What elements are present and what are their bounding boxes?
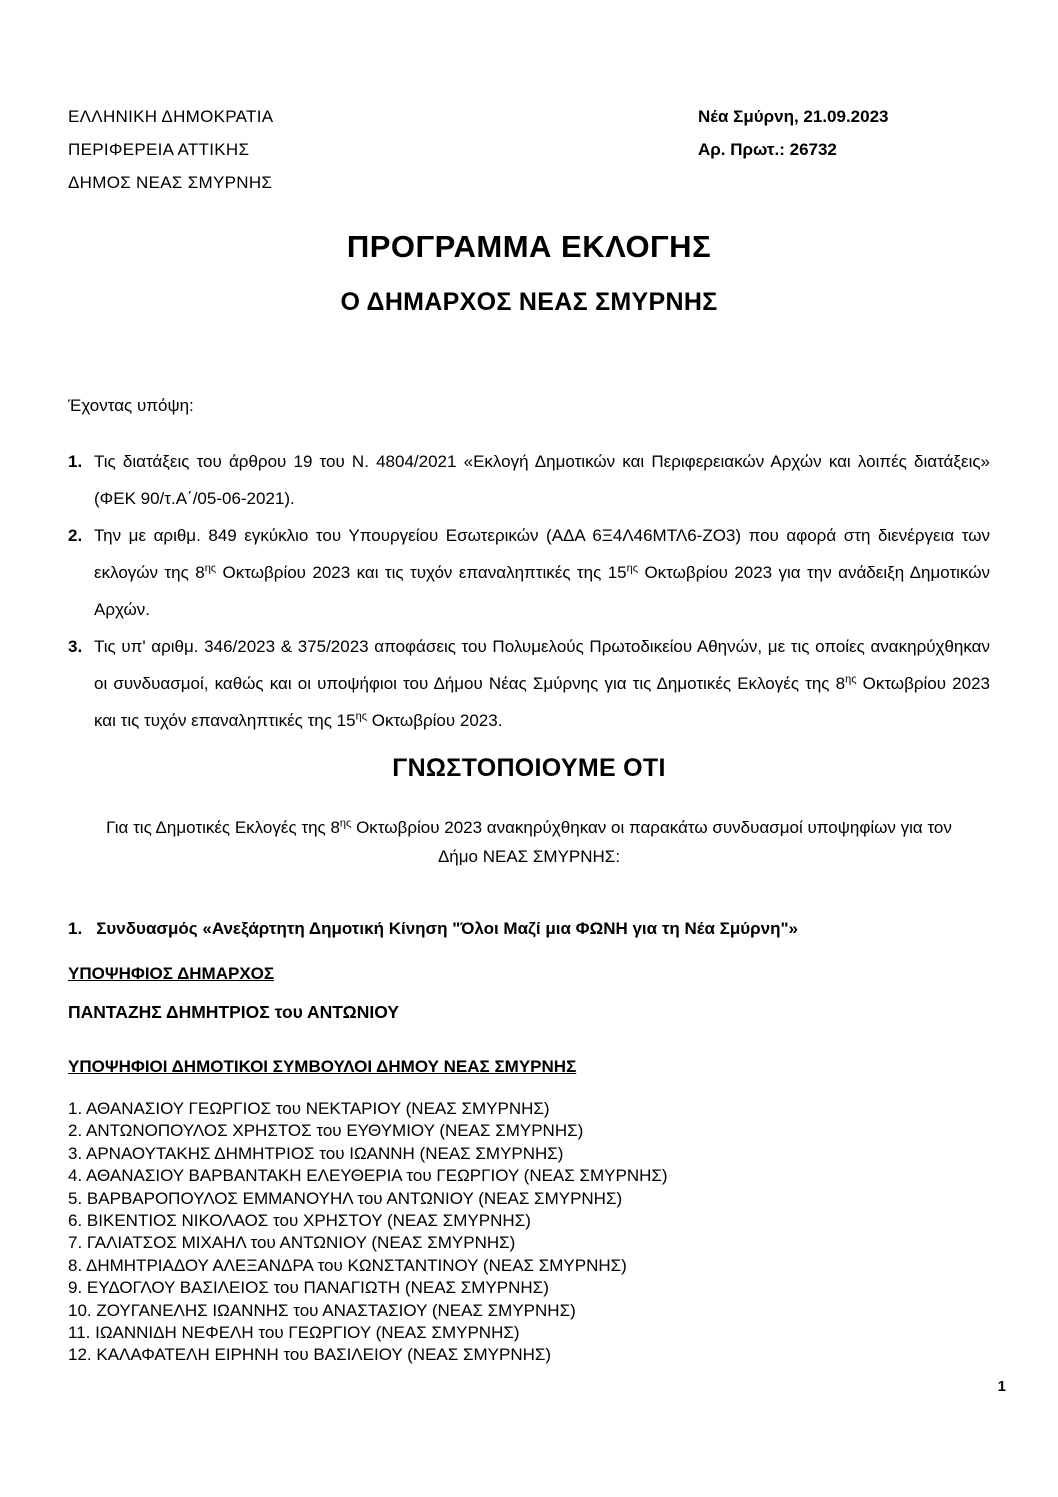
candidate-list-item [68, 1165, 990, 1187]
candidate-number: 12. [68, 1345, 92, 1365]
document-title: ΠΡΟΓΡΑΜΜΑ ΕΚΛΟΓΗΣ [346, 229, 712, 264]
candidate-name: ΔΗΜΗΤΡΙΑΔΟΥ ΑΛΕΞΑΝΔΡΑ του ΚΩΝΣΤΑΝΤΙΝΟΥ (ΝΕΑΣ ΣΜΥΡΝΗΣ) [85, 1255, 627, 1275]
candidate-name: ΒΙΚΕΝΤΙΟΣ ΝΙΚΟΛΑΟΣ του ΧΡΗΣΤΟΥ (ΝΕΑΣ ΣΜΥΡΝΗΣ) [86, 1211, 531, 1231]
candidate-number: 4. [68, 1166, 83, 1186]
candidate-name: ΑΘΑΝΑΣΙΟΥ ΓΕΩΡΓΙΟΣ του ΝΕΚΤΑΡΙΟΥ (ΝΕΑΣ ΣΜΥΡΝΗΣ) [85, 1099, 550, 1118]
candidate-list-item [68, 1232, 990, 1254]
legal-reference-item [68, 517, 990, 628]
candidate-list-item [68, 1098, 990, 1120]
legal-item-number: 2. [68, 526, 83, 545]
issuer-line: ΠΕΡΙΦΕΡΕΙΑ ΑΤΤΙΚΗΣ [68, 140, 250, 159]
candidate-list-item [68, 1210, 990, 1232]
legal-reference-item [68, 628, 990, 739]
candidate-list-item [68, 1143, 990, 1165]
candidate-number: 7. [68, 1233, 83, 1253]
place-date-line: Νέα Σμύρνη, 21.09.2023 [698, 107, 889, 126]
candidate-name: ΖΟΥΓΑΝΕΛΗΣ ΙΩΑΝΝΗΣ του ΑΝΑΣΤΑΣΙΟΥ (ΝΕΑΣ ΣΜΥΡΝΗΣ) [96, 1300, 576, 1320]
issuer-line: ΔΗΜΟΣ ΝΕΑΣ ΣΜΥΡΝΗΣ [68, 173, 273, 192]
candidate-list-item [68, 1322, 990, 1344]
legal-item-text: Τις υπ' αριθμ. 346/2023 & 375/2023 αποφάσεις του Πολυμελούς Πρωτοδικείου Αθηνών, με τις οποίες ανακηρύχθηκαν οι συνδυασμοί, καθώς και οι υποψήφιοι του Δήμου Νέας Σμύρνης για τις Δημοτικές Εκλογές της $8^{\eta\varsigma}$ Οκτωβρίου 2023 και τις τυχόν επαναληπτικές της $15^{\eta\varsigma}$ Οκτωβρίου 2023. [94, 637, 990, 730]
councilor-candidates-heading: ΥΠΟΨΗΦΙΟΙ ΔΗΜΟΤΙΚΟΙ ΣΥΜΒΟΥΛΟΙ ΔΗΜΟΥ ΝΕΑΣ ΣΜΥΡΝΗΣ [68, 1057, 577, 1076]
legal-item-text: Τις διατάξεις του άρθρου 19 του Ν. 4804/2021 «Εκλογή Δημοτικών και Περιφερειακών Αρχών και λοιπές διατάξεις» (ΦΕΚ 90/τ.Α΄/05-06-2021). [94, 452, 990, 508]
issuer-block [68, 100, 273, 199]
candidate-list-item [68, 1300, 990, 1322]
candidate-name: ΙΩΑΝΝΙΔΗ ΝΕΦΕΛΗ του ΓΕΩΡΓΙΟΥ (ΝΕΑΣ ΣΜΥΡΝΗΣ) [95, 1323, 520, 1343]
considering-label: Έχοντας υπόψη: [68, 396, 194, 415]
legal-item-text: Την με αριθμ. 849 εγκύκλιο του Υπουργείου Εσωτερικών (ΑΔΑ 6Ξ4Λ46ΜΤΛ6-ΖΟ3) που αφορά στη διενέργεια των εκλογών της $8^{\eta\varsigma}$ Οκτωβρίου 2023 και τις τυχόν επαναληπτικές της $15^{\eta\varsigma}$ Οκτωβρίου 2023 για την ανάδειξη Δημοτικών Αρχών. [94, 526, 991, 619]
candidate-list-item [68, 1255, 990, 1277]
document-header [68, 0, 990, 199]
combination-number: 1. [68, 919, 83, 938]
legal-references-list [68, 443, 990, 739]
candidate-name: ΑΝΤΩΝΟΠΟΥΛΟΣ ΧΡΗΣΤΟΣ του ΕΥΘΥΜΙΟΥ (ΝΕΑΣ ΣΜΥΡΝΗΣ) [85, 1121, 584, 1141]
date-protocol-block [698, 100, 990, 199]
candidate-name: ΒΑΡΒΑΡΟΠΟΥΛΟΣ ΕΜΜΑΝΟΥΗΛ του ΑΝΤΩΝΙΟΥ (ΝΕΑΣ ΣΜΥΡΝΗΣ) [86, 1188, 623, 1208]
page-number: 1 [997, 1378, 1006, 1395]
protocol-number-line: Αρ. Πρωτ.: 26732 [698, 140, 837, 159]
document-subtitle: Ο ΔΗΜΑΡΧΟΣ ΝΕΑΣ ΣΜΥΡΝΗΣ [340, 288, 718, 316]
candidate-name: ΓΑΛΙΑΤΣΟΣ ΜΙΧΑΗΛ του ΑΝΤΩΝΙΟΥ (ΝΕΑΣ ΣΜΥΡΝΗΣ) [86, 1233, 516, 1253]
candidate-number: 5. [68, 1188, 83, 1208]
candidate-list-item [68, 1188, 990, 1210]
candidate-name: ΑΡΝΑΟΥΤΑΚΗΣ ΔΗΜΗΤΡΙΟΣ του ΙΩΑΝΝΗ (ΝΕΑΣ ΣΜΥΡΝΗΣ) [85, 1143, 564, 1163]
announcement-paragraph: Για τις Δημοτικές Εκλογές της $8^{\eta\varsigma}$ Οκτωβρίου 2023 ανακηρύχθηκαν οι παρακάτω συνδυασμοί υποψηφίων για τον Δήμο ΝΕΑΣ ΣΜΥΡΝΗΣ: [106, 817, 952, 866]
candidate-number: 9. [68, 1278, 83, 1298]
candidate-number: 10. [68, 1300, 92, 1320]
candidate-number: 3. [68, 1143, 83, 1163]
legal-item-number: 1. [68, 452, 83, 471]
legal-reference-item [68, 443, 990, 517]
announcement-heading: ΓΝΩΣΤΟΠΟΙΟΥΜΕ ΟΤΙ [392, 754, 666, 782]
candidate-name: ΕΥΔΟΓΛΟΥ ΒΑΣΙΛΕΙΟΣ του ΠΑΝΑΓΙΩΤΗ (ΝΕΑΣ ΣΜΥΡΝΗΣ) [86, 1278, 549, 1298]
candidate-list-item [68, 1344, 990, 1366]
candidate-name: ΚΑΛΑΦΑΤΕΛΗ ΕΙΡΗΝΗ του ΒΑΣΙΛΕΙΟΥ (ΝΕΑΣ ΣΜΥΡΝΗΣ) [96, 1345, 552, 1365]
candidate-number: 2. [68, 1121, 83, 1141]
mayor-candidate-name: ΠΑΝΤΑΖΗΣ ΔΗΜΗΤΡΙΟΣ του ΑΝΤΩΝΙΟΥ [68, 1002, 400, 1022]
candidate-number: 8. [68, 1255, 83, 1275]
candidate-number: 11. [68, 1323, 91, 1343]
issuer-line: ΕΛΛΗΝΙΚΗ ΔΗΜΟΚΡΑΤΙΑ [68, 107, 274, 126]
candidate-list-item [68, 1120, 990, 1142]
legal-item-number: 3. [68, 637, 83, 656]
mayor-candidate-heading: ΥΠΟΨΗΦΙΟΣ ΔΗΜΑΡΧΟΣ [68, 964, 275, 983]
combination-entry [68, 917, 990, 941]
candidate-number: 1. [68, 1099, 83, 1118]
candidate-number: 6. [68, 1211, 83, 1231]
combination-title: Συνδυασμός «Ανεξάρτητη Δημοτική Κίνηση "Όλοι Μαζί μια ΦΩΝΗ για τη Νέα Σμύρνη"» [96, 919, 799, 938]
candidate-list-item [68, 1277, 990, 1299]
candidate-name: ΑΘΑΝΑΣΙΟΥ ΒΑΡΒΑΝΤΑΚΗ ΕΛΕΥΘΕΡΙΑ του ΓΕΩΡΓΙΟΥ (ΝΕΑΣ ΣΜΥΡΝΗΣ) [85, 1166, 668, 1186]
councilor-candidates-list [68, 1098, 990, 1367]
